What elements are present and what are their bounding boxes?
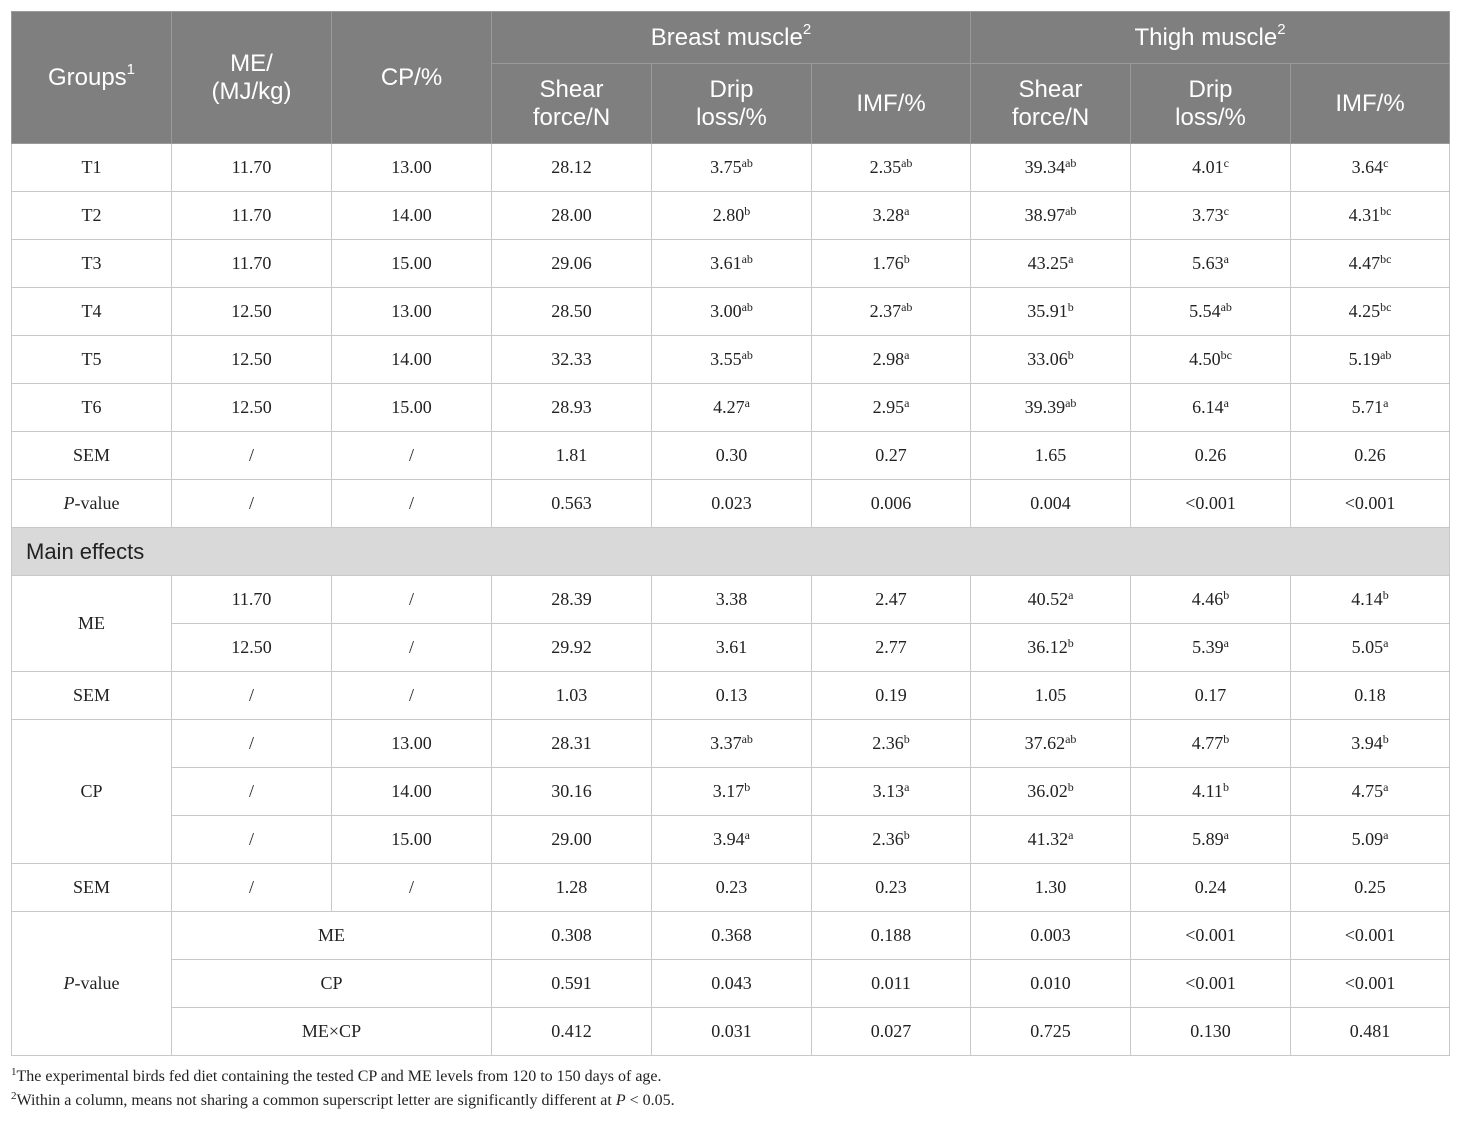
table-cell: 29.92 xyxy=(492,624,652,672)
table-cell: 3.94$^a$ xyxy=(652,816,812,864)
table-cell: 43.25$^a$ xyxy=(971,240,1131,288)
table-cell: / xyxy=(172,720,332,768)
group-label: T3 xyxy=(12,240,172,288)
results-table xyxy=(11,11,1450,1056)
table-cell: 4.27$^a$ xyxy=(652,384,812,432)
row-label: ME xyxy=(12,576,172,672)
header-cp: CP/% xyxy=(332,12,492,144)
table-cell: 0.18 xyxy=(1291,672,1450,720)
table-cell: 29.00 xyxy=(492,816,652,864)
cp-effect-row xyxy=(12,720,1450,768)
table-cell: 3.73$^c$ xyxy=(1131,192,1291,240)
row-label: SEM xyxy=(12,672,172,720)
header-breast-drip: Drip loss/% xyxy=(652,64,812,144)
table-cell: 4.75$^a$ xyxy=(1291,768,1450,816)
treatment-row xyxy=(12,240,1450,288)
factor-label: CP xyxy=(172,960,492,1008)
group-label: T5 xyxy=(12,336,172,384)
table-cell: 13.00 xyxy=(332,720,492,768)
table-cell: 4.47$^{bc}$ xyxy=(1291,240,1450,288)
table-cell: 12.50 xyxy=(172,288,332,336)
table-cell: 13.00 xyxy=(332,144,492,192)
table-cell: 2.47 xyxy=(812,576,971,624)
row-label: SEM xyxy=(12,864,172,912)
table-cell: / xyxy=(332,672,492,720)
table-cell: 38.97$^{ab}$ xyxy=(971,192,1131,240)
treatment-row xyxy=(12,288,1450,336)
header-thigh-muscle: Thigh muscle$^2$ xyxy=(971,12,1450,64)
table-cell: 1.65 xyxy=(971,432,1131,480)
section-title: Main effects xyxy=(12,528,1450,576)
me-effect-row xyxy=(12,576,1450,624)
table-cell: / xyxy=(332,624,492,672)
table-cell: 5.19$^{ab}$ xyxy=(1291,336,1450,384)
table-cell: 29.06 xyxy=(492,240,652,288)
table-cell: 13.00 xyxy=(332,288,492,336)
table-cell: 28.39 xyxy=(492,576,652,624)
table-cell: 0.19 xyxy=(812,672,971,720)
table-cell: 0.563 xyxy=(492,480,652,528)
table-cell: 0.010 xyxy=(971,960,1131,1008)
table-cell: 3.38 xyxy=(652,576,812,624)
factor-label: ME xyxy=(172,912,492,960)
table-cell: 4.11$^b$ xyxy=(1131,768,1291,816)
header-breast-imf: IMF/% xyxy=(812,64,971,144)
sem-row xyxy=(12,432,1450,480)
table-cell: 0.30 xyxy=(652,432,812,480)
table-cell: 1.03 xyxy=(492,672,652,720)
table-cell: 4.77$^b$ xyxy=(1131,720,1291,768)
table-cell: <0.001 xyxy=(1131,912,1291,960)
footnotes xyxy=(11,1065,1449,1113)
header-me: ME/ (MJ/kg) xyxy=(172,12,332,144)
table-cell: 3.00$^{ab}$ xyxy=(652,288,812,336)
table-cell: 28.93 xyxy=(492,384,652,432)
table-cell: 5.05$^a$ xyxy=(1291,624,1450,672)
table-cell: 11.70 xyxy=(172,192,332,240)
row-label: SEM xyxy=(12,432,172,480)
table-cell: 1.28 xyxy=(492,864,652,912)
footnote-2: $^2$Within a column, means not sharing a common superscript letter are significantly different at P < 0.05. xyxy=(11,1090,675,1109)
table-cell: 0.027 xyxy=(812,1008,971,1056)
table-cell: 15.00 xyxy=(332,816,492,864)
table-cell: 6.14$^a$ xyxy=(1131,384,1291,432)
table-cell: 0.17 xyxy=(1131,672,1291,720)
table-cell: 2.36$^b$ xyxy=(812,816,971,864)
table-cell: 3.28$^a$ xyxy=(812,192,971,240)
table-cell: / xyxy=(332,432,492,480)
group-label: T4 xyxy=(12,288,172,336)
table-cell: 2.98$^a$ xyxy=(812,336,971,384)
table-cell: 5.09$^a$ xyxy=(1291,816,1450,864)
table-cell: 2.80$^b$ xyxy=(652,192,812,240)
header-thigh-drip: Drip loss/% xyxy=(1131,64,1291,144)
table-cell: 33.06$^b$ xyxy=(971,336,1131,384)
table-cell: 28.12 xyxy=(492,144,652,192)
table-cell: 0.591 xyxy=(492,960,652,1008)
row-label: P-value xyxy=(12,912,172,1056)
treatment-row xyxy=(12,336,1450,384)
table-cell: 2.37$^{ab}$ xyxy=(812,288,971,336)
table-cell: 3.75$^{ab}$ xyxy=(652,144,812,192)
table-body xyxy=(12,144,1450,1056)
table-cell: 12.50 xyxy=(172,384,332,432)
table-cell: 15.00 xyxy=(332,240,492,288)
table-cell: 0.26 xyxy=(1131,432,1291,480)
table-cell: 5.39$^a$ xyxy=(1131,624,1291,672)
pvalue-factor-row xyxy=(12,1008,1450,1056)
table-cell: 0.031 xyxy=(652,1008,812,1056)
table-cell: 0.006 xyxy=(812,480,971,528)
table-cell: 0.13 xyxy=(652,672,812,720)
treatment-row xyxy=(12,144,1450,192)
table-cell: 0.003 xyxy=(971,912,1131,960)
table-cell: / xyxy=(332,480,492,528)
table-cell: 3.13$^a$ xyxy=(812,768,971,816)
table-cell: / xyxy=(332,864,492,912)
table-cell: 36.02$^b$ xyxy=(971,768,1131,816)
table-cell: 4.31$^{bc}$ xyxy=(1291,192,1450,240)
header-breast-muscle: Breast muscle$^2$ xyxy=(492,12,971,64)
table-cell: 0.368 xyxy=(652,912,812,960)
table-cell: 0.481 xyxy=(1291,1008,1450,1056)
table-cell: 4.25$^{bc}$ xyxy=(1291,288,1450,336)
header-thigh-imf: IMF/% xyxy=(1291,64,1450,144)
table-cell: / xyxy=(172,672,332,720)
table-cell: 1.81 xyxy=(492,432,652,480)
cp-effect-row xyxy=(12,768,1450,816)
table-cell: <0.001 xyxy=(1131,960,1291,1008)
table-cell: 2.95$^a$ xyxy=(812,384,971,432)
table-cell: 0.308 xyxy=(492,912,652,960)
section-row xyxy=(12,528,1450,576)
table-cell: 3.61$^{ab}$ xyxy=(652,240,812,288)
table-cell: 32.33 xyxy=(492,336,652,384)
table-cell: 1.76$^b$ xyxy=(812,240,971,288)
table-cell: <0.001 xyxy=(1291,480,1450,528)
table-cell: 35.91$^b$ xyxy=(971,288,1131,336)
sem-row xyxy=(12,864,1450,912)
table-cell: 0.23 xyxy=(812,864,971,912)
table-cell: / xyxy=(172,768,332,816)
table-cell: 4.14$^b$ xyxy=(1291,576,1450,624)
table-cell: 4.01$^c$ xyxy=(1131,144,1291,192)
table-cell: / xyxy=(172,480,332,528)
sem-row xyxy=(12,672,1450,720)
header-thigh-shear: Shear force/N xyxy=(971,64,1131,144)
table-cell: 3.37$^{ab}$ xyxy=(652,720,812,768)
table-cell: 0.043 xyxy=(652,960,812,1008)
table-cell: 14.00 xyxy=(332,336,492,384)
table-cell: 11.70 xyxy=(172,240,332,288)
table-cell: 0.26 xyxy=(1291,432,1450,480)
me-effect-row xyxy=(12,624,1450,672)
table-cell: 5.63$^a$ xyxy=(1131,240,1291,288)
table-cell: 4.50$^{bc}$ xyxy=(1131,336,1291,384)
group-label: T1 xyxy=(12,144,172,192)
table-cell: 0.023 xyxy=(652,480,812,528)
table-cell: 30.16 xyxy=(492,768,652,816)
table-cell: <0.001 xyxy=(1131,480,1291,528)
pvalue-factor-row xyxy=(12,960,1450,1008)
table-cell: 3.17$^b$ xyxy=(652,768,812,816)
header-breast-shear: Shear force/N xyxy=(492,64,652,144)
table-cell: 2.77 xyxy=(812,624,971,672)
group-label: T6 xyxy=(12,384,172,432)
table-cell: <0.001 xyxy=(1291,960,1450,1008)
table-cell: 14.00 xyxy=(332,192,492,240)
table-cell: 2.35$^{ab}$ xyxy=(812,144,971,192)
table-cell: 3.61 xyxy=(652,624,812,672)
table-cell: 3.94$^b$ xyxy=(1291,720,1450,768)
table-cell: 0.24 xyxy=(1131,864,1291,912)
table-cell: 39.39$^{ab}$ xyxy=(971,384,1131,432)
table-cell: 14.00 xyxy=(332,768,492,816)
table-cell: 3.55$^{ab}$ xyxy=(652,336,812,384)
table-cell: 5.71$^a$ xyxy=(1291,384,1450,432)
header-groups: Groups$^1$ xyxy=(12,12,172,144)
table-cell: 11.70 xyxy=(172,576,332,624)
table-cell: 1.05 xyxy=(971,672,1131,720)
table-cell: / xyxy=(172,432,332,480)
table-cell: 2.36$^b$ xyxy=(812,720,971,768)
row-label: P-value xyxy=(12,480,172,528)
cp-effect-row xyxy=(12,816,1450,864)
table-cell: 40.52$^a$ xyxy=(971,576,1131,624)
treatment-row xyxy=(12,384,1450,432)
table-cell: 0.25 xyxy=(1291,864,1450,912)
table-cell: 0.130 xyxy=(1131,1008,1291,1056)
table-cell: 5.54$^{ab}$ xyxy=(1131,288,1291,336)
table-cell: 1.30 xyxy=(971,864,1131,912)
group-label: T2 xyxy=(12,192,172,240)
table-cell: 15.00 xyxy=(332,384,492,432)
table-cell: 5.89$^a$ xyxy=(1131,816,1291,864)
table-cell: 28.50 xyxy=(492,288,652,336)
table-cell: / xyxy=(172,816,332,864)
table-cell: 0.725 xyxy=(971,1008,1131,1056)
table-cell: 3.64$^c$ xyxy=(1291,144,1450,192)
footnote-1: $^1$The experimental birds fed diet containing the tested CP and ME levels from 120 to 150 days of age. xyxy=(11,1066,662,1085)
table-cell: 0.188 xyxy=(812,912,971,960)
table-cell: 37.62$^{ab}$ xyxy=(971,720,1131,768)
table-cell: / xyxy=(172,864,332,912)
table-cell: 12.50 xyxy=(172,336,332,384)
table-cell: 0.27 xyxy=(812,432,971,480)
table-cell: 28.31 xyxy=(492,720,652,768)
table-cell: 0.23 xyxy=(652,864,812,912)
table-cell: 0.004 xyxy=(971,480,1131,528)
row-label: CP xyxy=(12,720,172,864)
table-cell: 28.00 xyxy=(492,192,652,240)
treatment-row xyxy=(12,192,1450,240)
table-cell: 41.32$^a$ xyxy=(971,816,1131,864)
table-cell: 12.50 xyxy=(172,624,332,672)
pvalue-factor-row xyxy=(12,912,1450,960)
table-cell: 0.011 xyxy=(812,960,971,1008)
table-cell: 0.412 xyxy=(492,1008,652,1056)
pvalue-row xyxy=(12,480,1450,528)
table-cell: 4.46$^b$ xyxy=(1131,576,1291,624)
table-cell: 39.34$^{ab}$ xyxy=(971,144,1131,192)
table-cell: 11.70 xyxy=(172,144,332,192)
factor-label: ME×CP xyxy=(172,1008,492,1056)
table-cell: <0.001 xyxy=(1291,912,1450,960)
table-cell: 36.12$^b$ xyxy=(971,624,1131,672)
table-cell: / xyxy=(332,576,492,624)
